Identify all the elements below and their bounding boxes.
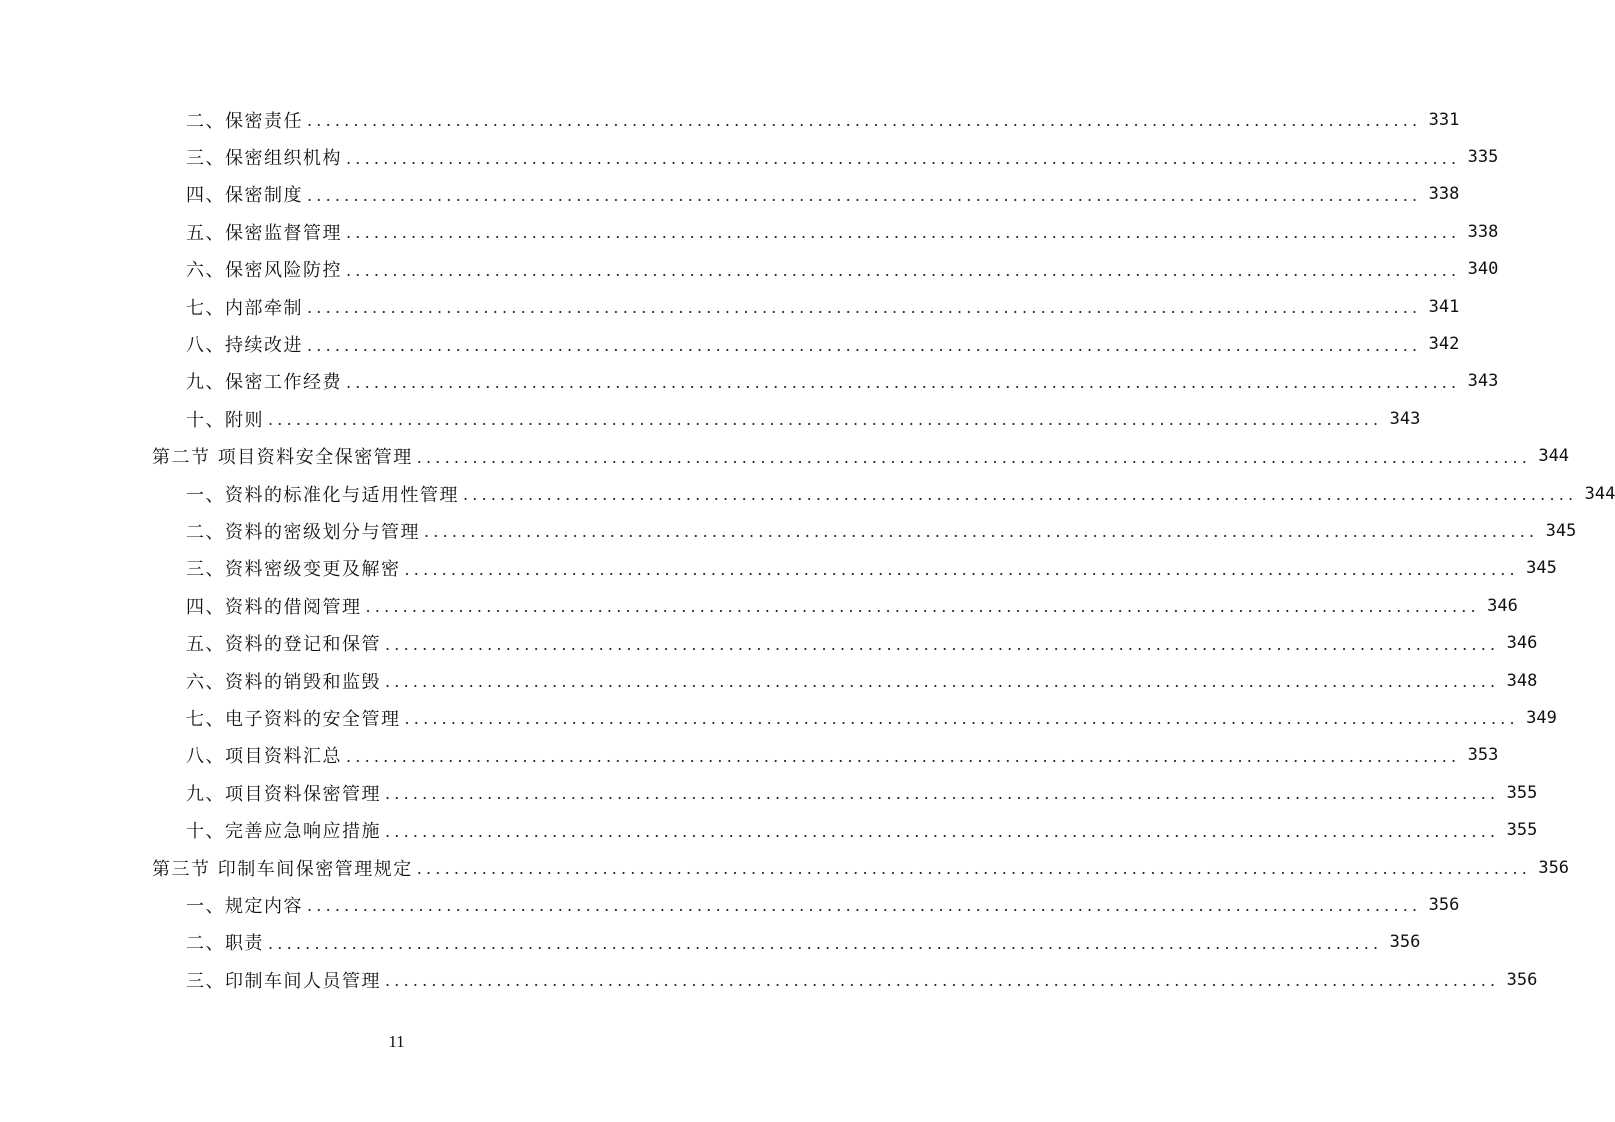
toc-entry[interactable] — [0, 176, 1460, 213]
toc-entry-title: 三、印制车间人员管理 — [186, 970, 381, 992]
toc-entry-title: 九、项目资料保密管理 — [186, 783, 381, 805]
dot-leader: ........................................................................................................................ — [385, 784, 1500, 804]
dot-leader: ........................................................................................................................ — [346, 372, 1461, 392]
toc-entry-title: 十、完善应急响应措施 — [186, 821, 381, 843]
toc-entry-page-number: 356 — [1506, 969, 1538, 990]
toc-section-heading[interactable] — [0, 849, 1570, 886]
toc-entry-title: 六、保密风险防控 — [186, 260, 342, 282]
toc-entry-title: 八、项目资料汇总 — [186, 746, 342, 768]
dot-leader: ........................................................................................................................ — [307, 896, 1422, 916]
toc-entry-page-number: 342 — [1428, 334, 1460, 355]
toc-entry-page-number: 340 — [1467, 259, 1499, 280]
toc-entry-page-number: 343 — [1467, 371, 1499, 392]
toc-entry[interactable] — [0, 363, 1499, 400]
toc-entry-page-number: 345 — [1526, 558, 1557, 579]
dot-leader: ........................................................................................................................ — [346, 148, 1461, 168]
toc-entry-title: 二、资料的密级划分与管理 — [186, 521, 420, 543]
dot-leader: ........................................................................................................................ — [424, 522, 1539, 542]
toc-entry-title: 七、内部牵制 — [186, 297, 303, 319]
toc-entry[interactable] — [0, 961, 1538, 998]
toc-entry-page-number: 348 — [1506, 670, 1538, 691]
toc-entry-title: 一、规定内容 — [186, 895, 303, 917]
dot-leader: ........................................................................................................................ — [346, 746, 1461, 766]
toc-entry-title: 第三节 印制车间保密管理规定 — [152, 858, 413, 880]
toc-entry-page-number: 356 — [1538, 857, 1570, 878]
dot-leader: ........................................................................................................................ — [307, 298, 1422, 318]
toc-entry-title: 一、资料的标准化与适用性管理 — [186, 484, 459, 506]
toc-entry-title: 四、保密制度 — [186, 185, 303, 207]
toc-entry[interactable] — [0, 774, 1538, 811]
dot-leader: ........................................................................................................................ — [307, 111, 1422, 131]
toc-entry-page-number: 353 — [1467, 745, 1499, 766]
toc-entry[interactable] — [0, 737, 1499, 774]
toc-entry-page-number: 344 — [1584, 483, 1615, 504]
dot-leader: ........................................................................................................................ — [385, 672, 1500, 692]
toc-entry-title: 八、持续改进 — [186, 335, 303, 357]
toc-entry-page-number: 356 — [1389, 932, 1421, 953]
toc-entry-page-number: 349 — [1526, 707, 1557, 728]
toc-entry-title: 五、保密监督管理 — [186, 222, 342, 244]
toc-entry-title: 十、附则 — [186, 409, 264, 431]
toc-entry[interactable] — [0, 213, 1499, 250]
toc-entry[interactable] — [0, 924, 1421, 961]
dot-leader: ........................................................................................................................ — [463, 485, 1578, 505]
dot-leader: ........................................................................................................................ — [346, 260, 1461, 280]
toc-entry-page-number: 341 — [1428, 296, 1460, 317]
toc-entry[interactable] — [0, 325, 1460, 362]
dot-leader: ........................................................................................................................ — [416, 859, 1532, 878]
toc-entry-title: 七、电子资料的安全管理 — [186, 708, 401, 730]
toc-entry-title: 二、职责 — [186, 933, 264, 955]
toc-entry[interactable] — [0, 101, 1460, 138]
toc-entry-title: 第二节 项目资料安全保密管理 — [152, 447, 413, 469]
toc-entry[interactable] — [0, 662, 1538, 699]
toc-entry-page-number: 335 — [1467, 147, 1499, 168]
table-of-contents — [0, 101, 1615, 998]
toc-entry[interactable] — [0, 587, 1518, 624]
toc-entry-page-number: 344 — [1538, 446, 1570, 467]
toc-entry-title: 三、保密组织机构 — [186, 148, 342, 170]
dot-leader: ........................................................................................................................ — [385, 971, 1500, 991]
dot-leader: ........................................................................................................................ — [416, 447, 1532, 467]
toc-entry-page-number: 338 — [1428, 184, 1460, 205]
dot-leader: ........................................................................................................................ — [404, 709, 1519, 729]
toc-entry-page-number: 343 — [1389, 408, 1421, 429]
dot-leader: ........................................................................................................................ — [385, 821, 1500, 841]
toc-entry[interactable] — [0, 400, 1421, 437]
toc-entry[interactable] — [0, 288, 1460, 325]
dot-leader: ........................................................................................................................ — [404, 559, 1519, 579]
toc-entry-title: 九、保密工作经费 — [186, 372, 342, 394]
toc-entry-page-number: 355 — [1506, 782, 1538, 803]
toc-entry[interactable] — [0, 699, 1557, 736]
toc-entry-page-number: 346 — [1506, 633, 1538, 654]
toc-entry-title: 六、资料的销毁和监毁 — [186, 671, 381, 693]
toc-entry[interactable] — [0, 550, 1557, 587]
toc-entry[interactable] — [0, 624, 1538, 661]
toc-entry[interactable] — [0, 251, 1499, 288]
toc-entry-page-number: 338 — [1467, 221, 1499, 242]
page-number: 11 — [388, 1032, 405, 1051]
toc-entry-title: 二、保密责任 — [186, 110, 303, 132]
dot-leader: ........................................................................................................................ — [385, 634, 1500, 654]
toc-entry-title: 四、资料的借阅管理 — [186, 596, 362, 618]
toc-entry[interactable] — [0, 811, 1538, 848]
toc-entry-title: 三、资料密级变更及解密 — [186, 559, 401, 581]
toc-entry-page-number: 346 — [1487, 595, 1518, 616]
toc-entry-page-number: 356 — [1428, 894, 1460, 915]
toc-section-heading[interactable] — [0, 438, 1570, 475]
toc-entry-title: 五、资料的登记和保管 — [186, 634, 381, 656]
dot-leader: ........................................................................................................................ — [307, 335, 1422, 355]
toc-entry[interactable] — [0, 886, 1460, 923]
toc-entry-page-number: 331 — [1428, 109, 1460, 130]
toc-entry-page-number: 355 — [1506, 820, 1538, 841]
toc-entry-page-number: 345 — [1545, 520, 1577, 541]
dot-leader: ........................................................................................................................ — [365, 597, 1480, 617]
dot-leader: ........................................................................................................................ — [268, 933, 1383, 953]
dot-leader: ........................................................................................................................ — [346, 223, 1461, 243]
toc-entry[interactable] — [0, 475, 1615, 512]
toc-entry[interactable] — [0, 138, 1499, 175]
toc-entry[interactable] — [0, 512, 1577, 549]
dot-leader: ........................................................................................................................ — [268, 410, 1383, 430]
dot-leader: ........................................................................................................................ — [307, 185, 1422, 205]
